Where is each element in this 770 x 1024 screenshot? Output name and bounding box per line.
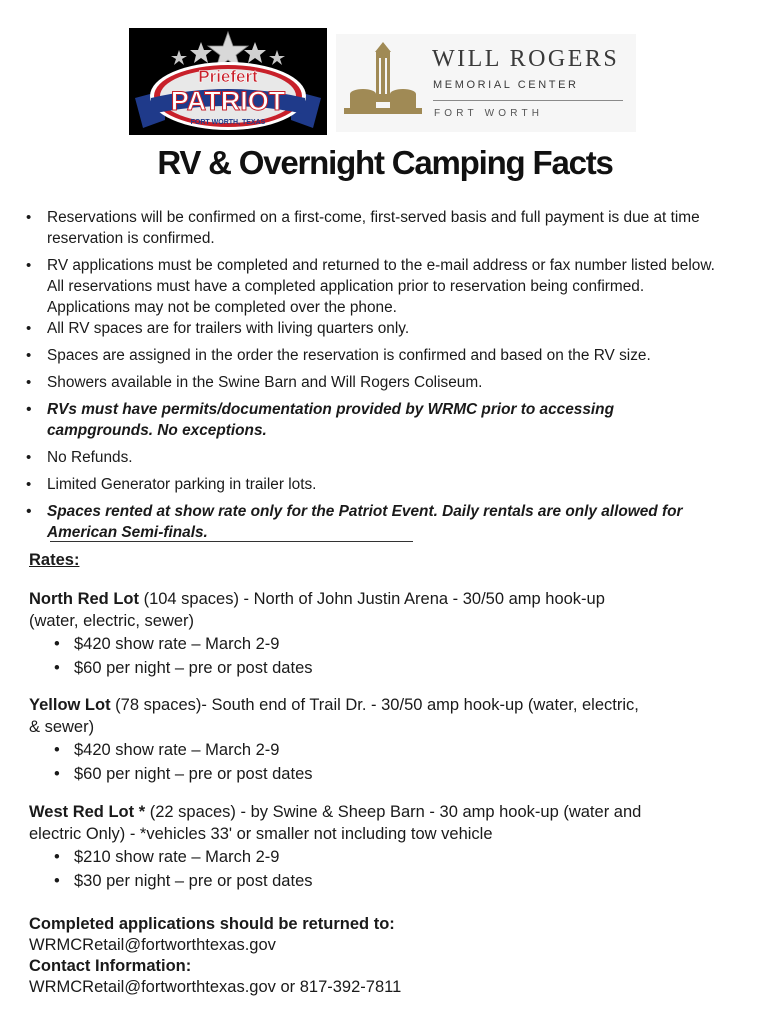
price-item: • $60 per night – pre or post dates xyxy=(29,763,649,787)
fact-item: • RVs must have permits/documentation provided by WRMC prior to accessing campgrounds. No exceptions. xyxy=(24,399,724,441)
fact-item: • Limited Generator parking in trailer lots. xyxy=(24,474,724,495)
fact-item: • All RV spaces are for trailers with living quarters only. xyxy=(24,318,724,339)
will-rogers-logo-name: WILL ROGERS xyxy=(432,46,620,72)
contact-info-label: Contact Information: xyxy=(29,957,192,975)
will-rogers-logo xyxy=(336,34,636,132)
will-rogers-tower-icon xyxy=(342,42,424,124)
priefert-patriot-logo xyxy=(129,28,327,135)
fact-item: • No Refunds. xyxy=(24,447,724,468)
fact-item: • Reservations will be confirmed on a first-come, first-served basis and full payment is due at time reservation is confirmed. xyxy=(24,207,724,249)
fact-item: • RV applications must be completed and returned to the e-mail address or fax number listed below. All reservations must have a completed application prior to reservation being confirmed. Applications may not be completed over the phone. xyxy=(24,255,724,318)
price-item: • $420 show rate – March 2-9 xyxy=(29,739,649,763)
lot-name: West Red Lot * xyxy=(29,803,146,821)
facts-list xyxy=(24,207,724,549)
lot-west-red xyxy=(29,801,649,893)
price-item: • $60 per night – pre or post dates xyxy=(29,657,649,681)
fact-item: • Spaces rented at show rate only for the Patriot Event. Daily rentals are only allowed for American Semi-finals. xyxy=(24,501,724,543)
fact-item: • Spaces are assigned in the order the reservation is confirmed and based on the RV size. xyxy=(24,345,724,366)
price-item: • $30 per night – pre or post dates xyxy=(29,870,649,894)
lot-detail: (104 spaces) - North of John Justin Arena - 30/50 amp hook-up (water, electric, sewer) xyxy=(29,590,605,630)
patriot-logo-main-text: PATRIOT xyxy=(170,86,286,116)
lot-name: Yellow Lot xyxy=(29,696,111,714)
will-rogers-logo-city: FORT WORTH xyxy=(434,108,544,119)
lot-detail: (78 spaces)- South end of Trail Dr. - 30/50 amp hook-up (water, electric, & sewer) xyxy=(29,696,639,736)
price-item: • $420 show rate – March 2-9 xyxy=(29,633,649,657)
page-title: RV & Overnight Camping Facts xyxy=(157,144,613,181)
return-label: Completed applications should be returned to: xyxy=(29,915,395,933)
patriot-logo-top-text: Priefert xyxy=(198,67,258,86)
price-list xyxy=(29,739,649,786)
price-list xyxy=(29,633,649,680)
contact-info-value: WRMCRetail@fortworthtexas.gov or 817-392-7811 xyxy=(29,978,402,996)
lot-detail: (22 spaces) - by Swine & Sheep Barn - 30 amp hook-up (water and electric Only) - *vehicles 33' or smaller not including tow vehicle xyxy=(29,803,642,843)
patriot-logo-city-text: FORT WORTH, TEXAS xyxy=(190,119,266,126)
lot-yellow xyxy=(29,694,649,786)
price-item: • $210 show rate – March 2-9 xyxy=(29,846,649,870)
rates-heading: Rates: xyxy=(29,551,80,569)
price-list xyxy=(29,846,649,893)
will-rogers-logo-subtitle: MEMORIAL CENTER xyxy=(433,79,579,91)
will-rogers-logo-rule xyxy=(433,100,623,101)
fact-item: • Showers available in the Swine Barn and Will Rogers Coliseum. xyxy=(24,372,724,393)
return-email: WRMCRetail@fortworthtexas.gov xyxy=(29,936,276,954)
lot-name: North Red Lot xyxy=(29,590,139,608)
section-divider xyxy=(50,541,413,542)
lot-north-red xyxy=(29,588,649,680)
contact-section xyxy=(29,914,401,998)
